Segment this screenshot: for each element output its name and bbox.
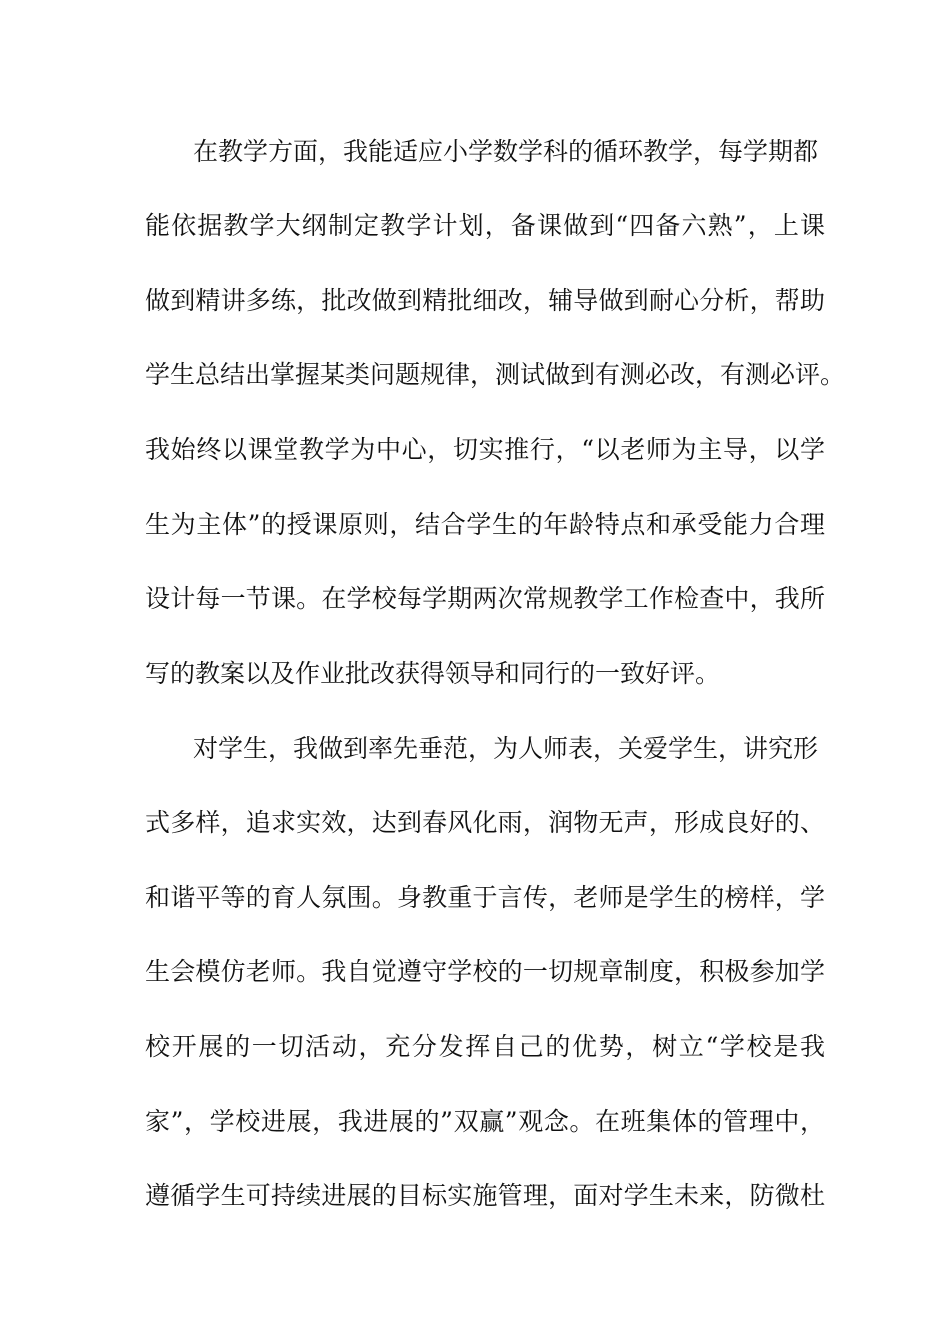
paragraph-2-line-5: 校开展的一切活动，充分发挥自己的优势，树立“学校是我 [145, 1032, 825, 1061]
paragraph-2-line-3: 和谐平等的育人氛围。身教重于言传，老师是学生的榜样，学 [145, 883, 825, 912]
paragraph-1-line-3: 做到精讲多练，批改做到精批细改，辅导做到耐心分析，帮助 [145, 286, 825, 315]
paragraph-1-line-8: 写的教案以及作业批改获得领导和同行的一致好评。 [145, 659, 721, 688]
paragraph-1-line-1: 在教学方面，我能适应小学数学科的循环教学，每学期都 [193, 137, 819, 166]
paragraph-1-line-6: 生为主体”的授课原则，结合学生的年龄特点和承受能力合理 [145, 510, 825, 539]
paragraph-2-line-6: 家”，学校进展，我进展的”双赢”观念。在班集体的管理中， [145, 1107, 825, 1136]
paragraph-2-line-7: 遵循学生可持续进展的目标实施管理，面对学生未来，防微杜 [145, 1181, 825, 1210]
paragraph-2-line-1: 对学生，我做到率先垂范，为人师表，关爱学生，讲究形 [193, 734, 819, 763]
paragraph-1-line-5: 我始终以课堂教学为中心，切实推行，“以老师为主导，以学 [145, 435, 825, 464]
paragraph-1-line-7: 设计每一节课。在学校每学期两次常规教学工作检查中，我所 [145, 584, 825, 613]
paragraph-1-line-4: 学生总结出掌握某类问题规律，测试做到有测必改，有测必评。 [145, 360, 846, 389]
paragraph-1-line-2: 能依据教学大纲制定教学计划，备课做到“四备六熟”，上课 [145, 211, 825, 240]
paragraph-2-line-4: 生会模仿老师。我自觉遵守学校的一切规章制度，积极参加学 [145, 957, 825, 986]
paragraph-2-line-2: 式多样，追求实效，达到春风化雨，润物无声，形成良好的、 [145, 808, 825, 837]
